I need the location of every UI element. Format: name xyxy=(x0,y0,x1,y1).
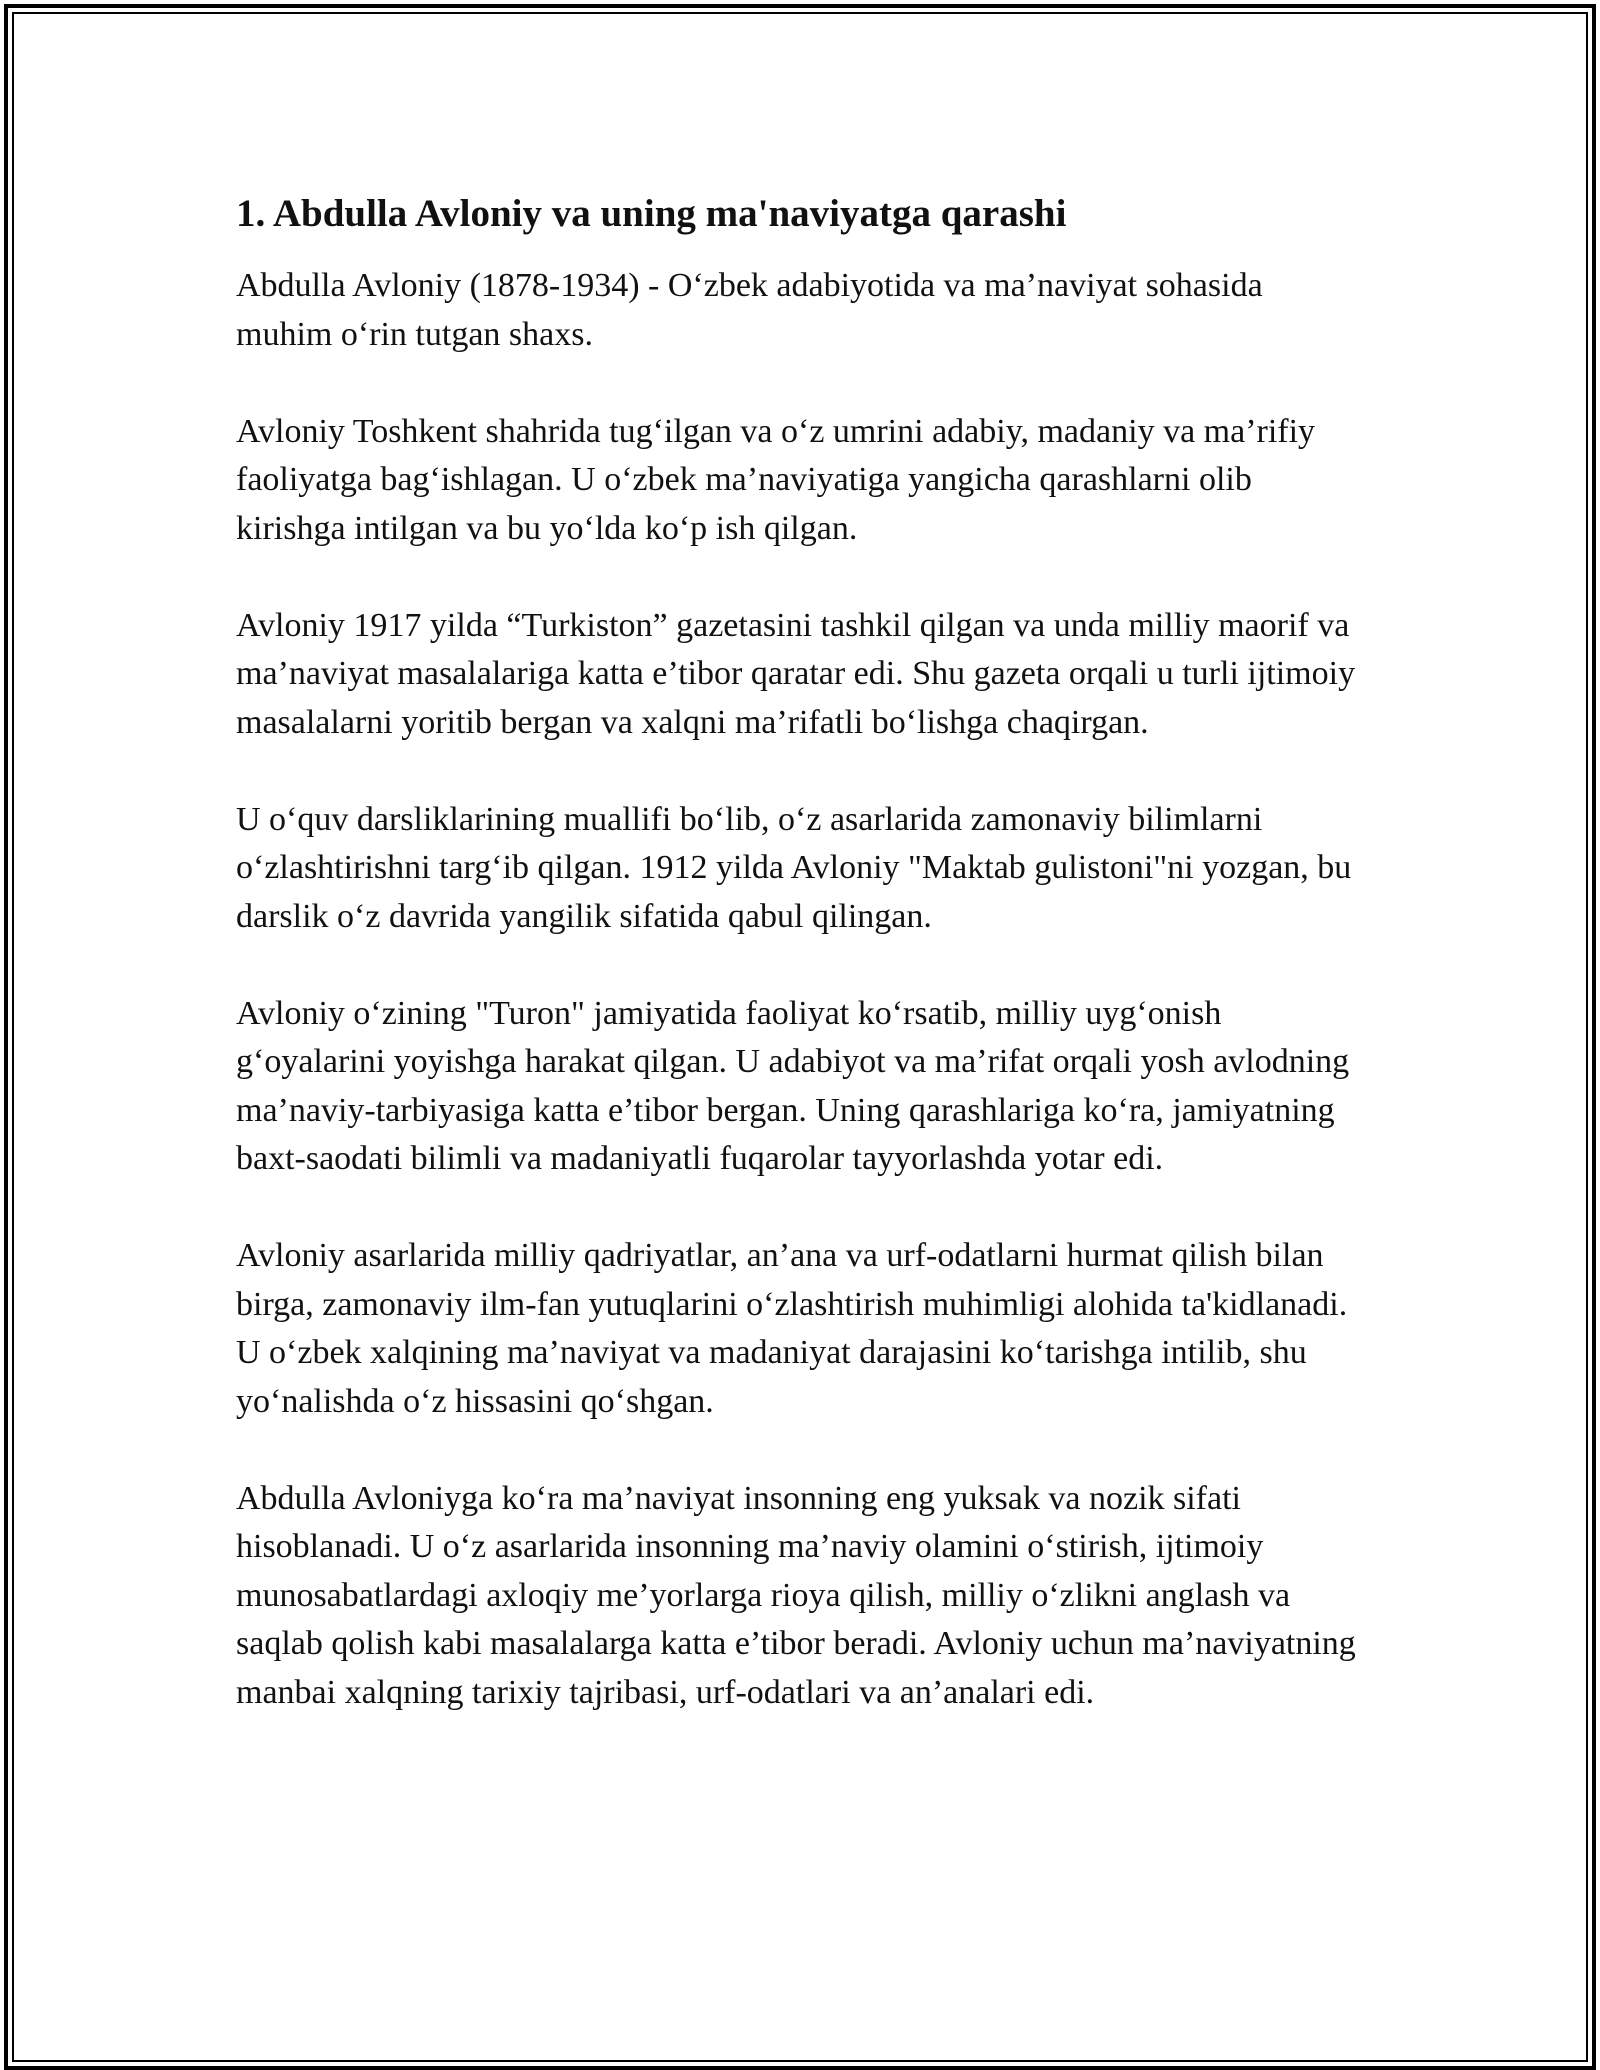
paragraph-3: Avloniy 1917 yilda “Turkiston” gazetasini tashkil qilgan va unda milliy maorif va ma’naviyat masalalariga katta e’tibor qaratar edi. Shu gazeta orqali u turli ijtimoiy masalalarni yoritib bergan va xalqni ma’rifatli bo‘lishga chaqirgan. xyxy=(236,606,1356,741)
document-title: 1. Abdulla Avloniy va uning ma'naviyatga qarashi xyxy=(236,192,1067,235)
paragraph-1: Abdulla Avloniy (1878-1934) - O‘zbek adabiyotida va ma’naviyat sohasida muhim o‘rin tutgan shaxs. xyxy=(236,267,1263,353)
document-body xyxy=(236,190,1366,1717)
paragraph-2: Avloniy Toshkent shahrida tug‘ilgan va o‘z umrini adabiy, madaniy va ma’rifiy faoliyatga bag‘ishlagan. U o‘zbek ma’naviyatiga yangicha qarashlarni olib kirishga intilgan va bu yo‘lda ko‘p ish qilgan. xyxy=(236,412,1316,547)
paragraph-6: Avloniy asarlarida milliy qadriyatlar, an’ana va urf-odatlarni hurmat qilish bilan birga, zamonaviy ilm-fan yutuqlarini o‘zlashtirish muhimligi alohida ta'kidlanadi. U o‘zbek xalqining ma’naviyat va madaniyat darajasini ko‘tarishga intilib, shu yo‘nalishda o‘z hissasini qo‘shgan. xyxy=(236,1237,1348,1420)
paragraph-4: U o‘quv darsliklarining muallifi bo‘lib, o‘z asarlarida zamonaviy bilimlarni o‘zlashtirishni targ‘ib qilgan. 1912 yilda Avloniy "Maktab gulistoni"ni yozgan, bu darslik o‘z davrida yangilik sifatida qabul qilingan. xyxy=(236,800,1352,935)
paragraph-7: Abdulla Avloniyga ko‘ra ma’naviyat insonning eng yuksak va nozik sifati hisoblanadi. U o‘z asarlarida insonning ma’naviy olamini o‘stirish, ijtimoiy munosabatlardagi axloqiy me’yorlarga rioya qilish, milliy o‘zlikni anglash va saqlab qolish kabi masalalarga katta e’tibor beradi. Avloniy uchun ma’naviyatning manbai xalqning tarixiy tajribasi, urf-odatlari va an’analari edi. xyxy=(236,1479,1356,1711)
paragraph-5: Avloniy o‘zining "Turon" jamiyatida faoliyat ko‘rsatib, milliy uyg‘onish g‘oyalarini yoyishga harakat qilgan. U adabiyot va ma’rifat orqali yosh avlodning ma’naviy-tarbiyasiga katta e’tibor bergan. Uning qarashlariga ko‘ra, jamiyatning baxt-saodati bilimli va madaniyatli fuqarolar tayyorlashda yotar edi. xyxy=(236,994,1350,1177)
